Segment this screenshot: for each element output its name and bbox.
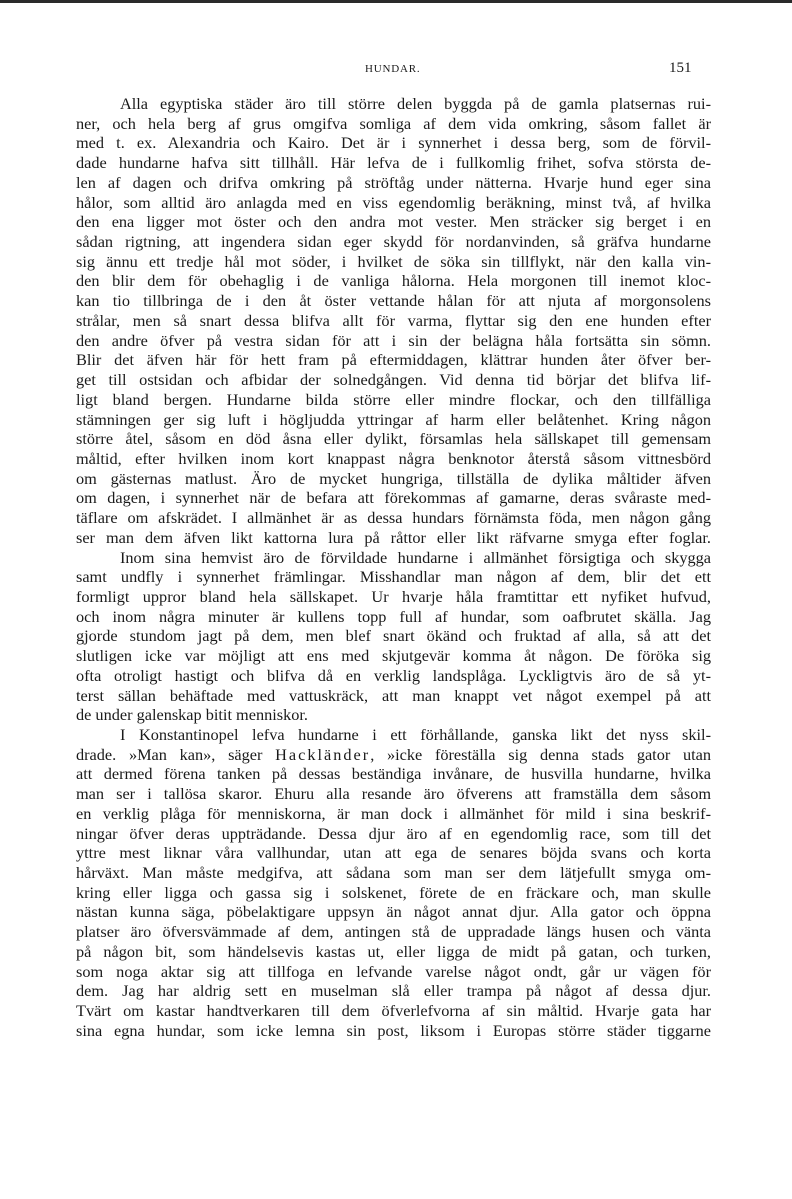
text-line: ligt bland bergen. Hundarne bilda större eller mindre flockar, och den tillfälliga — [76, 389, 711, 409]
text-line: ningar öfver deras uppträdande. Dessa djur äro af en egendomlig race, som till det — [76, 823, 711, 843]
paragraph-1 — [76, 94, 711, 548]
text-line: om gästernas matlust. Äro de mycket hungriga, tillställa de dylika måltider äfven — [76, 468, 711, 488]
text-line: dade hundarne hafva sitt tillhåll. Här lefva de i fullkomlig frihet, sofva största de- — [76, 153, 711, 173]
paragraph-3 — [76, 725, 711, 1041]
text-line: på någon bit, som händelsevis kastas ut, eller ligga de midt på gatan, och turken, — [76, 941, 711, 961]
text-line: man ser i tallösa skaror. Ehuru alla resande äro öfverens att framställa dem såsom — [76, 784, 711, 804]
text-line: den blir dem för obehaglig i de vanliga hålorna. Hela morgonen till inemot kloc- — [76, 271, 711, 291]
text-line: och inom några minuter är kullens topp full af hundar, som oafbrutet skälla. Jag — [76, 606, 711, 626]
text-line: måltid, efter hvilken inom kort knappast några benknotor återstå såsom vittnesbörd — [76, 448, 711, 468]
text-line: de under galenskap bitit menniskor. — [76, 705, 308, 725]
text-line: ser man dem äfven likt kattorna lura på råttor eller likt räfvarne smyga efter foglar. — [76, 527, 711, 547]
text-line: med t. ex. Alexandria och Kairo. Det är i synnerhet i dessa berg, som de förvil- — [76, 133, 711, 153]
text-line: stämningen ger sig luft i högljudda yttringar af harm eller belåtenhet. Kring någon — [76, 409, 711, 429]
text-line: platser äro öfversvämmade af dem, antingen stå de uppradade längs husen och vänta — [76, 922, 711, 942]
text-line: gjorde stundom jagt på dem, men blef snart ökänd och fruktad af alla, så att det — [76, 626, 711, 646]
text-line: formligt uppror bland hela sällskapet. Ur hvarje håla framtittar ett nyfiket hufvud, — [76, 586, 711, 606]
text-line: Inom sina hemvist äro de förvildade hundarne i allmänhet försigtiga och skygga — [120, 547, 711, 567]
body-text — [76, 94, 711, 1041]
text-line: yttre mest liknar våra vallhundar, utan att ega de senares böjda svans och korta — [76, 843, 711, 863]
text-line: Alla egyptiska städer äro till större delen byggda på de gamla platsernas rui- — [120, 94, 711, 113]
text-line: kan tio tillbringa de i den åt öster vettande hålan för att njuta af morgonsolens — [76, 291, 711, 311]
text-line: sig ännu ett tredje hål mot söder, i hvilket de söka sin tillflykt, när den kalla vin- — [76, 251, 711, 271]
text-line: kring eller ligga och gassa sig i solskenet, förete de en fräckare och, man skulle — [76, 882, 711, 902]
text-line: en verklig plåga för menniskorna, är man dock i allmänhet för mild i sina beskrif- — [76, 803, 711, 823]
text-line: terst sällan behäftade med vattuskräck, att man knappt vet något exempel på att — [76, 685, 711, 705]
text-line: dem. Jag har aldrig sett en muselman slå eller trampa på något af dessa djur. — [76, 981, 711, 1001]
text-line: hårväxt. Man måste medgifva, att sådana som man ser dem lätjefullt smyga om- — [76, 863, 711, 883]
text-line: den andre öfver på vestra sidan för att i sin der belägna håla fortsätta sin sömn. — [76, 330, 711, 350]
text-line: som noga aktar sig att tillfoga en lefvande varelse något ondt, går ur vägen för — [76, 961, 711, 981]
text-line: get till ostsidan och afbidar der solnedgången. Vid denna tid börjar det blifva lif- — [76, 370, 711, 390]
paragraph-2 — [76, 548, 711, 725]
text-line: len af dagen och drifva omkring på ströftåg under nätterna. Hvarje hund eger sina — [76, 172, 711, 192]
text-line: sådan rigtning, att ingendera sidan eger skydd för nordanvinden, så gräfva hundarne — [76, 232, 711, 252]
text-line: hålor, som alltid äro anlagda med en viss egendomlig beräkning, minst två, af hvilka — [76, 192, 711, 212]
text-line: ner, och hela berg af grus omgifva somliga af dem vida omkring, såsom fallet är — [76, 113, 711, 133]
text-line: nästan kunna säga, pöbelaktigare uppsyn än något annat djur. Alla gator och öppna — [76, 902, 711, 922]
text-line: sina egna hundar, som icke lemna sin post, liksom i Europas större städer tiggarne — [76, 1020, 711, 1040]
text-line: större åtel, såsom en död åsna eller dylikt, församlas hela sällskapet till gemensam — [76, 429, 711, 449]
text-line: den ena ligger mot öster och den andra mot vester. Men sträcker sig berget i en — [76, 212, 711, 232]
text-line: slutligen icke var möjligt att ens med skjutgevär komma åt någon. De föröka sig — [76, 646, 711, 666]
running-head: HUNDAR. — [365, 63, 421, 75]
text-line: Tvärt om kastar handtverkaren till dem öfverlefvorna af sin måltid. Hvarje gata har — [76, 1001, 711, 1021]
text-line: strålar, men så snart dessa blifva allt för varma, flyttar sig den ene hunden efter — [76, 310, 711, 330]
page-number: 151 — [669, 60, 692, 76]
text-line: I Konstantinopel lefva hundarne i ett förhållande, ganska likt det nyss skil- — [120, 725, 711, 744]
text-line: om dagen, i synnerhet när de befara att förekommas af gamarne, deras svåraste med- — [76, 488, 711, 508]
text-line: ofta otroligt hastigt och blifva då en verklig landsplåga. Lyckligtvis äro de så yt- — [76, 665, 711, 685]
text-line: Blir det äfven här för hett fram på eftermiddagen, klättrar hunden åter öfver ber- — [76, 350, 711, 370]
text-line: att dermed förena tanken på dessas beständiga invånare, de husvilla hundarne, hvilka — [76, 764, 711, 784]
text-line: drade. »Man kan», säger Hackländer, »icke föreställa sig denna stads gator utan — [76, 744, 711, 764]
text-line: samt undfly i synnerhet främlingar. Misshandlar man någon af dem, blir det ett — [76, 567, 711, 587]
text-line: täflare om afskrädet. I allmänhet är as dessa hundars förnämsta föda, men någon gång — [76, 508, 711, 528]
